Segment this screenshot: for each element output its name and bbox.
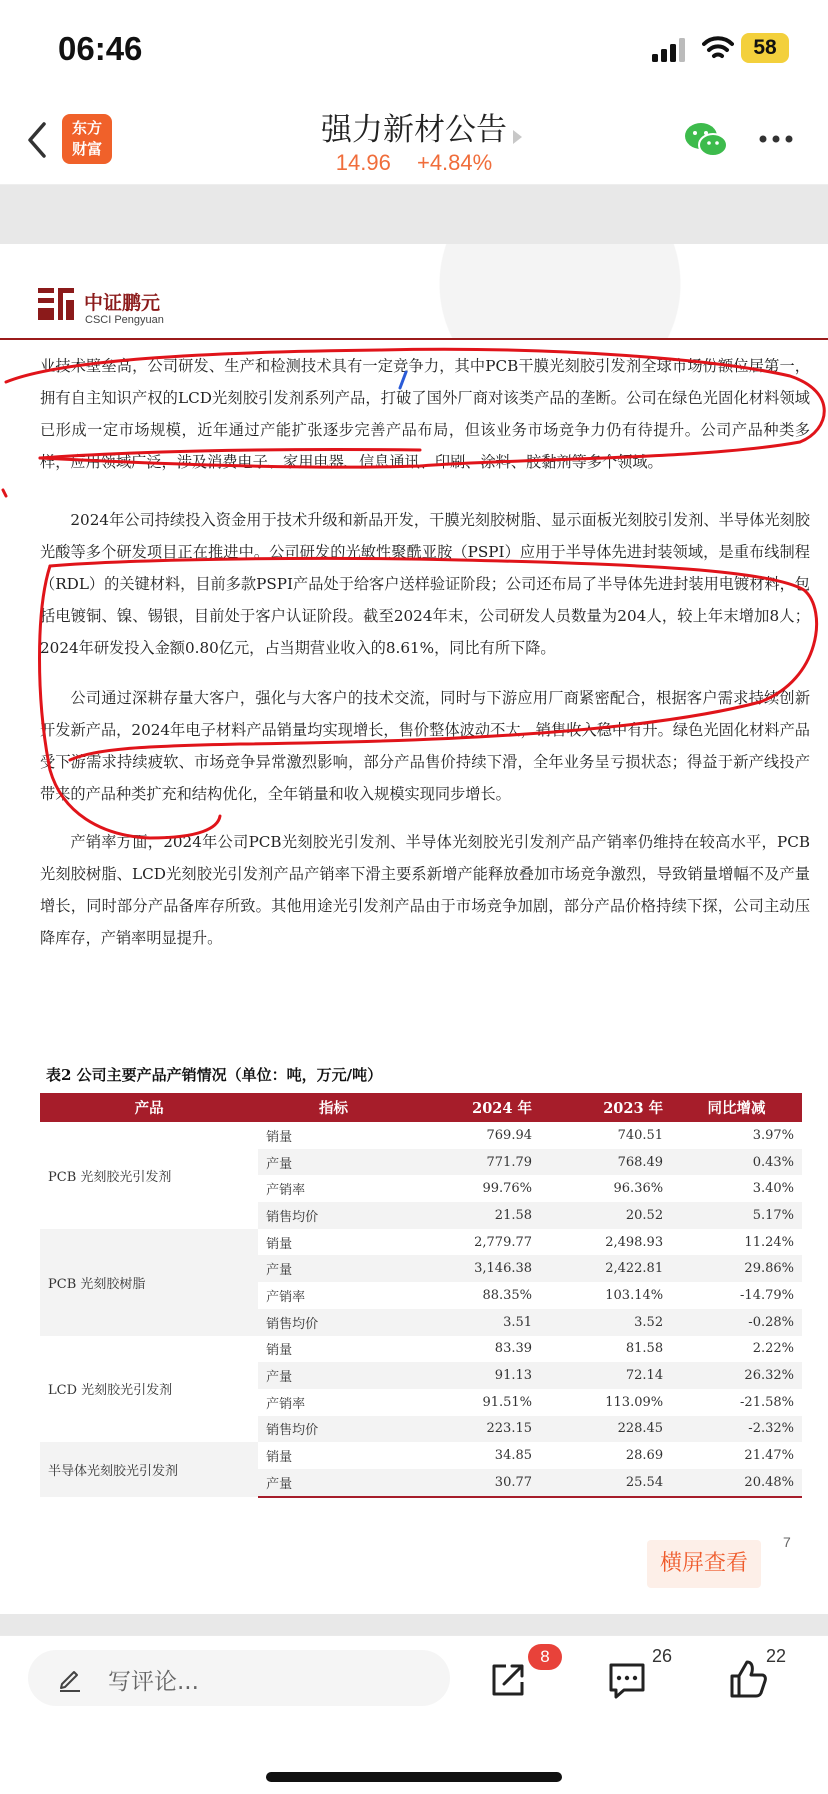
value-2023-cell: 81.58 (625, 1341, 664, 1357)
comment-input[interactable] (28, 1650, 450, 1706)
status-time: 06:46 (58, 30, 143, 67)
stock-price: 14.96 (335, 150, 391, 175)
wechat-icon[interactable] (684, 121, 728, 159)
yoy-cell: 3.97% (752, 1127, 794, 1143)
yoy-cell: 29.86% (671, 1255, 802, 1282)
value-2023-cell: 2,422.81 (540, 1255, 671, 1282)
yoy-cell: -21.58% (740, 1394, 794, 1410)
app-logo-line1: 东方 (71, 119, 102, 137)
value-2024-cell: 2,779.77 (474, 1234, 533, 1250)
comment-placeholder: 写评论... (108, 1669, 199, 1695)
yoy-cell: 0.43% (671, 1149, 802, 1176)
yoy-cell: -0.28% (671, 1309, 802, 1336)
document-page[interactable] (0, 244, 828, 1614)
col-header-yoy: 同比增减 (671, 1093, 802, 1122)
table-caption: 表2 公司主要产品产销情况（单位：吨，万元/吨） (46, 1066, 383, 1084)
value-2023-cell: 113.09% (605, 1394, 664, 1410)
home-indicator (266, 1772, 562, 1782)
signal-icon (652, 38, 688, 62)
col-header-product: 产品 (40, 1093, 258, 1122)
metric-cell: 产销率 (266, 1396, 306, 1412)
table-row (40, 1229, 802, 1256)
wifi-icon (702, 34, 734, 62)
metric-cell: 销售均价 (258, 1202, 409, 1229)
brand-name-cn: 中证鹏元 (84, 292, 161, 314)
value-2024-cell: 3,146.38 (409, 1255, 540, 1282)
value-2024-cell: 83.39 (494, 1341, 533, 1357)
share-icon[interactable] (488, 1660, 530, 1700)
value-2023-cell: 28.69 (625, 1448, 664, 1464)
csci-logo-icon (36, 284, 76, 324)
value-2023-cell: 228.45 (540, 1416, 671, 1443)
comment-icon[interactable] (606, 1660, 648, 1700)
yoy-cell: 26.32% (671, 1362, 802, 1389)
metric-cell: 产量 (258, 1149, 409, 1176)
paragraph-4: 产销率方面，2024年公司PCB光刻胶光引发剂、半导体光刻胶光引发剂产品产销率仍维持在较高水平，PCB光刻胶树脂、LCD光刻胶光引发剂产品产销率下滑主要系新增产能释放叠加市场竞争激烈，导致销量增幅不及产量增长，同时部分产品备库存所致。其他用途光引发剂产品由于市场竞争加剧，部分产品价格持续下探，公司主动压降库存，产销率明显提升。 (40, 833, 810, 947)
col-header-metric: 指标 (258, 1093, 409, 1122)
bottom-bar (0, 1635, 828, 1794)
yoy-cell: 5.17% (671, 1202, 802, 1229)
value-2023-cell: 768.49 (540, 1149, 671, 1176)
value-2024-cell: 769.94 (486, 1127, 533, 1143)
value-2024-cell: 3.51 (409, 1309, 540, 1336)
metric-cell: 产量 (258, 1255, 409, 1282)
value-2024-cell: 91.51% (482, 1394, 533, 1410)
comment-count: 26 (652, 1646, 673, 1666)
thumbs-up-icon[interactable] (728, 1658, 768, 1700)
app-logo-line2: 财富 (71, 140, 102, 158)
metric-cell: 销量 (266, 1236, 293, 1252)
value-2023-cell: 20.52 (540, 1202, 671, 1229)
product-cell: LCD 光刻胶光引发剂 (48, 1383, 173, 1399)
paragraph-1: 业技术壁垒高，公司研发、生产和检测技术具有一定竞争力，其中PCB干膜光刻胶引发剂全球市场份额位居第一，拥有自主知识产权的LCD光刻胶引发剂系列产品，打破了国外厂商对该类产品的垄断。公司在绿色光固化材料领域已形成一定市场规模，近年通过产能扩张逐步完善产品布局，但该业务市场竞争力仍有待提升。公司产品种类多样，应用领域广泛，涉及消费电子、家用电器、信息通讯、印刷、涂料、胶黏剂等多个领域。 (40, 357, 810, 471)
product-cell: 半导体光刻胶光引发剂 (40, 1442, 258, 1496)
metric-cell: 产量 (258, 1362, 409, 1389)
paragraph-3: 公司通过深耕存量大客户，强化与大客户的技术交流，同时与下游应用厂商紧密配合，根据客户需求持续创新开发新产品，2024年电子材料产品销量均实现增长，售价整体波动不大，销售收入稳中有升。绿色光固化材料产品受下游需求持续疲软、市场竞争异常激烈影响，部分产品售价持续下滑，全年业务呈亏损状态；得益于新产线投产带来的产品种类扩充和结构优化，全年销量和收入规模实现同步增长。 (40, 689, 810, 803)
value-2023-cell: 96.36% (613, 1181, 664, 1197)
status-bar (0, 0, 828, 100)
like-count: 22 (766, 1646, 787, 1666)
paragraph-2: 2024年公司持续投入资金用于技术升级和新品开发，干膜光刻胶树脂、显示面板光刻胶引发剂、半导体光刻胶光酸等多个研发项目正在推进中。公司研发的光敏性聚酰亚胺（PSPI）应用于半导体先进封装领域，是重布线制程（RDL）的关键材料，目前多款PSPI产品处于给客户送样验证阶段；公司还布局了半导体先进封装用电镀材料，包括电镀铜、镍、锡银，目前处于客户认证阶段。截至2024年末，公司研发人员数量为204人，较上年末增加8人；2024年研发投入金额0.80亿元，占当期营业收入的8.61%，同比有所下降。 (40, 511, 810, 657)
metric-cell: 销售均价 (258, 1309, 409, 1336)
table-header-row (40, 1093, 802, 1122)
stock-title[interactable]: 强力新材公告 (321, 112, 507, 148)
col-header-2023: 2023 年 (540, 1093, 671, 1122)
product-cell: PCB 光刻胶树脂 (40, 1229, 258, 1336)
yoy-cell: -14.79% (740, 1287, 794, 1303)
more-icon[interactable] (758, 134, 794, 144)
value-2024-cell: 223.15 (409, 1416, 540, 1443)
metric-cell: 产销率 (266, 1183, 306, 1199)
col-header-2024: 2024 年 (409, 1093, 540, 1122)
product-table (40, 1093, 802, 1498)
metric-cell: 销量 (266, 1450, 293, 1466)
value-2024-cell: 91.13 (409, 1362, 540, 1389)
value-2023-cell: 103.14% (605, 1287, 664, 1303)
value-2024-cell: 771.79 (409, 1149, 540, 1176)
stock-change: +4.84% (416, 150, 493, 175)
title-arrow-icon (513, 130, 522, 144)
yoy-cell: 2.22% (752, 1341, 794, 1357)
value-2024-cell: 88.35% (482, 1287, 533, 1303)
value-2024-cell: 30.77 (409, 1469, 540, 1497)
metric-cell: 产销率 (266, 1289, 306, 1305)
yoy-cell: 21.47% (744, 1448, 794, 1464)
page-number: 7 (783, 1534, 791, 1550)
landscape-view-button[interactable]: 横屏查看 (647, 1540, 761, 1588)
brand-name-en: CSCI Pengyuan (85, 314, 164, 326)
table-row (40, 1442, 802, 1469)
metric-cell: 产量 (258, 1469, 409, 1497)
metric-cell: 销量 (266, 1343, 293, 1359)
yoy-cell: 20.48% (671, 1469, 802, 1497)
yoy-cell: -2.32% (671, 1416, 802, 1443)
pencil-icon (56, 1664, 84, 1692)
table-row (40, 1122, 802, 1149)
app-header (0, 100, 828, 185)
value-2024-cell: 34.85 (494, 1448, 533, 1464)
yoy-cell: 11.24% (744, 1234, 794, 1250)
value-2023-cell: 2,498.93 (605, 1234, 664, 1250)
product-cell: PCB 光刻胶光引发剂 (48, 1169, 172, 1185)
battery-indicator: 58 (741, 33, 789, 63)
table-row (40, 1336, 802, 1363)
share-count-badge: 8 (528, 1644, 562, 1670)
metric-cell: 销量 (266, 1129, 293, 1145)
header-divider (0, 338, 828, 340)
value-2023-cell: 72.14 (540, 1362, 671, 1389)
value-2023-cell: 740.51 (617, 1127, 664, 1143)
yoy-cell: 3.40% (752, 1181, 794, 1197)
doc-header (0, 244, 828, 340)
metric-cell: 销售均价 (258, 1416, 409, 1443)
value-2023-cell: 3.52 (540, 1309, 671, 1336)
value-2024-cell: 21.58 (409, 1202, 540, 1229)
value-2024-cell: 99.76% (482, 1181, 533, 1197)
value-2023-cell: 25.54 (540, 1469, 671, 1497)
